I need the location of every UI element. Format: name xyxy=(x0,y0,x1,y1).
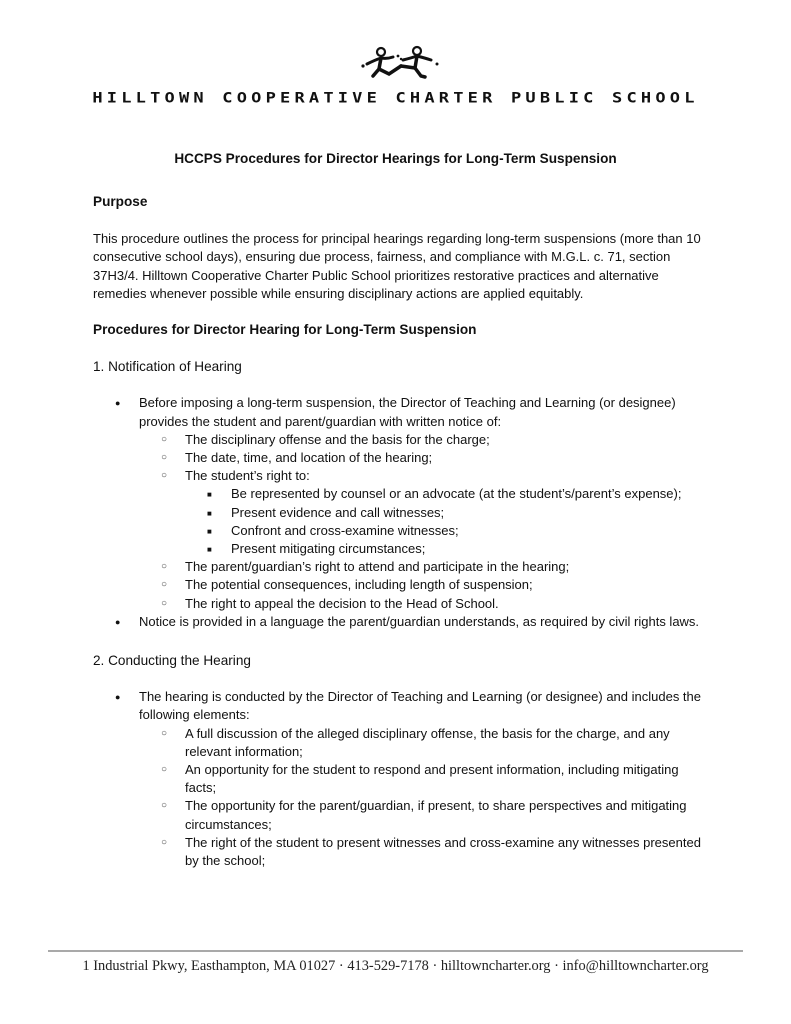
list-item: ○ An opportunity for the student to respond and present information, including mitigating facts; xyxy=(139,761,713,797)
list-item: ○ The date, time, and location of the hearing; xyxy=(139,449,713,467)
list-item: ○ The potential consequences, including length of suspension; xyxy=(139,576,713,594)
document-title: HCCPS Procedures for Director Hearings for Long-Term Suspension xyxy=(174,151,617,166)
list-item: ○ The parent/guardian’s right to attend and participate in the hearing; xyxy=(139,558,713,576)
footer-contact: 1 Industrial Pkwy, Easthampton, MA 01027 · 413-529-7178 · hilltowncharter.org · info@hilltowncharter.org xyxy=(82,958,709,974)
notification-list xyxy=(93,394,713,631)
list-item: ○ A full discussion of the alleged disciplinary offense, the basis for the charge, and any relevant information; xyxy=(139,725,713,761)
list-item: ● Notice is provided in a language the parent/guardian understands, as required by civil rights laws. xyxy=(93,613,713,631)
list-item: ○ The right to appeal the decision to the Head of School. xyxy=(139,595,713,613)
list-item: ○ The disciplinary offense and the basis for the charge; xyxy=(139,431,713,449)
procedures-heading: Procedures for Director Hearing for Long-Term Suspension xyxy=(93,322,477,338)
section-heading-notification: 1. Notification of Hearing xyxy=(93,359,242,375)
list-item: ■ Present mitigating circumstances; xyxy=(185,540,713,558)
list-item: ■ Present evidence and call witnesses; xyxy=(185,504,713,522)
list-item: ○ The student’s right to: ■ Be represented by counsel or an advocate (at the student’s/parent’s expense); ■ Present evidence and call witnesses; ■ Confront and cross-examine witnesses; ■ Present mitigating circumstances; xyxy=(139,467,713,558)
list-item: ● Before imposing a long-term suspension, the Director of Teaching and Learning (or designee) provides the student and parent/guardian with written notice of: ○ The disciplinary offense and the basis for the charge; ○ The date, time, and location of the hearing; ○ The student’s right to: ■ Be represented by counsel or an advocate (at the student’s/parent’s expense); ■ Present evidence and call witnesses; ■ Confront and cross-examine witnesses; ■ Present mitigating circumstances; ○ The parent/guardian’s right to attend and participate in the hearing; ○ The potential consequences, including length of suspension; ○ The right to appeal the decision to the Head of School. xyxy=(93,394,713,612)
notice-contents-list xyxy=(139,431,713,613)
list-item: ○ The opportunity for the parent/guardian, if present, to share perspectives and mitigating circumstances; xyxy=(139,797,713,833)
student-rights-list xyxy=(185,485,713,558)
list-item: ■ Confront and cross-examine witnesses; xyxy=(185,522,713,540)
conducting-list xyxy=(93,688,713,870)
document-body xyxy=(93,193,713,889)
section-heading-conducting: 2. Conducting the Hearing xyxy=(93,653,251,669)
list-item: ○ The right of the student to present witnesses and cross-examine any witnesses presented by the school; xyxy=(139,834,713,870)
school-name: HILLTOWN COOPERATIVE CHARTER PUBLIC SCHOOL xyxy=(92,89,699,107)
hearing-elements-list xyxy=(139,725,713,871)
list-item: ● The hearing is conducted by the Director of Teaching and Learning (or designee) and includes the following elements: ○ A full discussion of the alleged disciplinary offense, the basis for the charge, and any relevant information; ○ An opportunity for the student to respond and present information, including mitigating facts; ○ The opportunity for the parent/guardian, if present, to share perspectives and mitigating circumstances; ○ The right of the student to present witnesses and cross-examine any witnesses presented by the school; xyxy=(93,688,713,870)
purpose-paragraph: This procedure outlines the process for principal hearings regarding long-term suspensions (more than 10 consecutive school days), ensuring due process, fairness, and compliance with M.G.L. c. 71, section 37H3/4. Hilltown Cooperative Charter Public School prioritizes restorative practices and alternative remedies whenever possible while ensuring disciplinary actions are applied equitably. xyxy=(93,231,701,301)
purpose-heading: Purpose xyxy=(93,194,148,209)
list-item: ■ Be represented by counsel or an advocate (at the student’s/parent’s expense); xyxy=(185,485,713,503)
school-logo-icon xyxy=(355,44,447,84)
footer-divider xyxy=(48,950,743,952)
